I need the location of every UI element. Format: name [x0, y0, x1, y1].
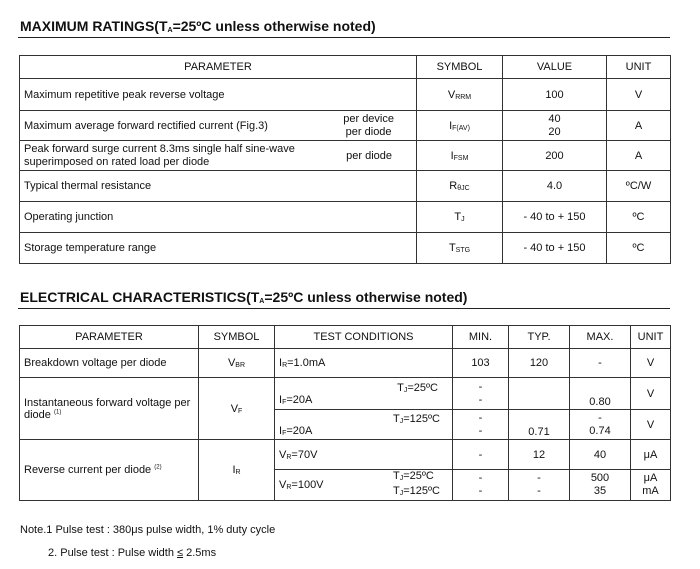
param-cell: Breakdown voltage per diode	[20, 349, 199, 378]
unit-cell: A	[607, 141, 671, 171]
value-2: 20	[548, 125, 561, 138]
min-cell	[453, 470, 509, 501]
col-header-test: TEST CONDITIONS	[275, 326, 453, 349]
col-header-symbol: SYMBOL	[199, 326, 275, 349]
symbol-cell	[199, 440, 275, 501]
note-2-symbol: ≤	[177, 547, 184, 559]
condition-per-diode: per diode	[346, 149, 392, 162]
unit-2: mA	[642, 485, 659, 497]
tj-rest: =25ºC	[407, 381, 438, 394]
col-header-max: MAX.	[570, 326, 631, 349]
test-sub: R	[286, 484, 292, 491]
tj-line-1	[393, 470, 440, 485]
unit-cell: ºC	[607, 233, 671, 264]
value-cell: 200	[503, 141, 607, 171]
symbol-cell	[199, 349, 275, 378]
test-cell	[275, 378, 453, 410]
title-sub: A	[259, 298, 265, 305]
footnote-ref: (2)	[154, 464, 162, 471]
value-1: 40	[548, 112, 561, 125]
tj-main: T	[393, 412, 400, 425]
symbol-cell	[417, 202, 503, 233]
param-text: Instantaneous forward voltage per diode	[24, 396, 191, 421]
unit-cell: V	[631, 378, 671, 410]
test-sub: R	[286, 453, 292, 461]
typ-1: -	[537, 472, 541, 484]
min-2: -	[478, 485, 483, 497]
symbol-sub: STG	[455, 247, 471, 254]
symbol-cell	[417, 111, 503, 141]
test-main: I	[279, 357, 283, 369]
tj-main: T	[393, 470, 400, 482]
value-cell	[503, 111, 607, 141]
unit-cell: ºC	[607, 202, 671, 233]
param-cell	[20, 141, 417, 171]
col-header-parameter: PARAMETER	[20, 326, 199, 349]
symbol-main: V	[447, 88, 456, 101]
min-cell	[453, 410, 509, 440]
max-cell: 0.80	[570, 378, 631, 410]
test-rest: =70V	[291, 448, 318, 461]
symbol-main: I	[232, 464, 236, 476]
col-header-min: MIN.	[453, 326, 509, 349]
title-main: MAXIMUM RATINGS(T	[20, 18, 168, 34]
test-current	[279, 425, 312, 437]
test-rest: =20A	[286, 393, 313, 406]
typ-cell: 120	[509, 349, 570, 378]
unit-cell: μA	[631, 440, 671, 470]
symbol-main: R	[449, 180, 458, 192]
param-cell	[20, 440, 199, 501]
min-1: -	[478, 380, 483, 393]
param-line-2: superimposed on rated load per diode	[24, 155, 210, 168]
test-voltage	[279, 479, 324, 491]
test-temperatures	[393, 470, 440, 500]
max-cell	[570, 410, 631, 440]
symbol-main: T	[448, 242, 456, 254]
table-row	[20, 171, 671, 202]
unit-cell: V	[631, 349, 671, 378]
tj-rest: =25ºC	[403, 470, 434, 482]
min-1: -	[478, 472, 483, 484]
tj-rest: =125ºC	[403, 412, 440, 425]
unit-cell: V	[631, 410, 671, 440]
min-2: -	[478, 393, 483, 406]
note-2	[48, 547, 216, 559]
value-cell: - 40 to + 150	[503, 233, 607, 264]
symbol-sub: F(AV)	[452, 124, 470, 132]
note-2-value: 2.5ms	[183, 547, 217, 559]
max-cell: 40	[570, 440, 631, 470]
electrical-table	[19, 325, 671, 501]
symbol-cell	[417, 141, 503, 171]
symbol-sub: FSM	[453, 154, 469, 162]
param-stack	[24, 143, 295, 169]
tj-sub: J	[399, 475, 404, 482]
symbol-main: V	[230, 402, 239, 415]
table-row	[20, 378, 671, 410]
tj-sub: J	[399, 490, 404, 497]
symbol-cell	[199, 378, 275, 440]
symbol-main: I	[450, 149, 454, 162]
tj-main: T	[393, 485, 400, 497]
unit-cell	[631, 470, 671, 501]
test-rest: =1.0mA	[287, 357, 326, 369]
symbol-sub: BR	[235, 362, 246, 369]
condition-per-diode: per diode	[345, 125, 392, 138]
divider	[18, 37, 670, 38]
test-main: I	[279, 424, 283, 437]
title-sub: A	[167, 27, 173, 34]
test-cell	[275, 349, 453, 378]
symbol-cell	[417, 233, 503, 264]
tj-sub: J	[403, 386, 408, 394]
max-cell	[570, 470, 631, 501]
symbol-sub: J	[461, 216, 465, 223]
table-row	[20, 141, 671, 171]
symbol-cell	[417, 79, 503, 111]
symbol-sub: R	[235, 469, 241, 476]
footnote-ref: (1)	[53, 408, 62, 415]
symbol-sub: θJC	[457, 185, 470, 192]
test-cell	[275, 440, 453, 470]
param-cell: Maximum repetitive peak reverse voltage	[20, 79, 417, 111]
col-header-parameter: PARAMETER	[20, 56, 417, 79]
test-temperature	[393, 413, 440, 425]
value-cell: 100	[503, 79, 607, 111]
electrical-title	[20, 289, 467, 305]
symbol-main: I	[449, 119, 453, 132]
typ-2: -	[537, 485, 541, 497]
divider	[18, 308, 670, 309]
max-2: 0.74	[589, 424, 611, 437]
table-header-row	[20, 326, 671, 349]
test-main: V	[279, 479, 287, 491]
symbol-cell	[417, 171, 503, 202]
note-1: Note.1 Pulse test : 380μs pulse width, 1% duty cycle	[20, 524, 276, 536]
typ-cell	[509, 470, 570, 501]
typ-cell: 0.71	[509, 410, 570, 440]
max-cell: -	[570, 349, 631, 378]
max-ratings-title	[20, 18, 376, 34]
symbol-main: V	[227, 357, 236, 369]
test-main: V	[279, 448, 287, 461]
max-1: 500	[590, 472, 610, 484]
condition-stack	[343, 113, 394, 139]
param-line-1: Peak forward surge current 8.3ms single half sine-wave	[24, 142, 295, 155]
min-cell	[453, 378, 509, 410]
table-row	[20, 440, 671, 470]
col-header-value: VALUE	[503, 56, 607, 79]
table-row	[20, 349, 671, 378]
test-rest: =20A	[286, 424, 313, 437]
param-cell	[20, 378, 199, 440]
col-header-typ: TYP.	[509, 326, 570, 349]
test-sub: R	[282, 362, 288, 369]
max-2: 35	[593, 485, 607, 497]
title-rest: =25ºC unless otherwise noted)	[172, 18, 376, 34]
test-temperature	[397, 382, 438, 394]
symbol-main: T	[454, 211, 462, 223]
tj-main: T	[397, 381, 404, 394]
param-text: Reverse current per diode	[24, 464, 152, 476]
value-cell: 4.0	[503, 171, 607, 202]
table-row	[20, 233, 671, 264]
col-header-symbol: SYMBOL	[417, 56, 503, 79]
table-row	[20, 202, 671, 233]
min-cell: 103	[453, 349, 509, 378]
tj-sub: J	[399, 417, 404, 425]
param-cell: Storage temperature range	[20, 233, 417, 264]
test-cell	[275, 470, 453, 501]
max-ratings-table	[19, 55, 671, 264]
col-header-unit: UNIT	[631, 326, 671, 349]
param-cell	[20, 111, 417, 141]
test-main: I	[279, 393, 283, 406]
unit-cell: V	[607, 79, 671, 111]
max-1: -	[598, 411, 602, 424]
note-2-text: 2. Pulse test : Pulse width	[48, 547, 178, 559]
unit-cell: ºC/W	[607, 171, 671, 202]
symbol-sub: F	[238, 407, 243, 415]
tj-rest: =125ºC	[403, 485, 440, 497]
unit-1: μA	[643, 472, 658, 484]
title-rest: =25ºC unless otherwise noted)	[264, 289, 468, 305]
table-row	[20, 79, 671, 111]
value-cell: - 40 to + 150	[503, 202, 607, 233]
param-cell: Operating junction	[20, 202, 417, 233]
test-sub: F	[282, 398, 287, 406]
test-sub: F	[282, 429, 287, 437]
table-row	[20, 111, 671, 141]
typ-cell	[509, 378, 570, 410]
param-cell: Typical thermal resistance	[20, 171, 417, 202]
condition-per-device: per device	[343, 112, 394, 125]
min-cell: -	[453, 440, 509, 470]
test-cell	[275, 410, 453, 440]
test-current	[279, 394, 312, 406]
col-header-unit: UNIT	[607, 56, 671, 79]
min-1: -	[478, 411, 483, 424]
test-rest: =100V	[291, 479, 324, 491]
tj-line-2	[393, 485, 440, 500]
table-header-row	[20, 56, 671, 79]
param-text: Maximum average forward rectified current (Fig.3)	[24, 119, 268, 132]
unit-cell: A	[607, 111, 671, 141]
min-2: -	[478, 424, 483, 437]
title-main: ELECTRICAL CHARACTERISTICS(T	[20, 289, 260, 305]
symbol-sub: RRM	[455, 93, 472, 101]
typ-cell: 12	[509, 440, 570, 470]
